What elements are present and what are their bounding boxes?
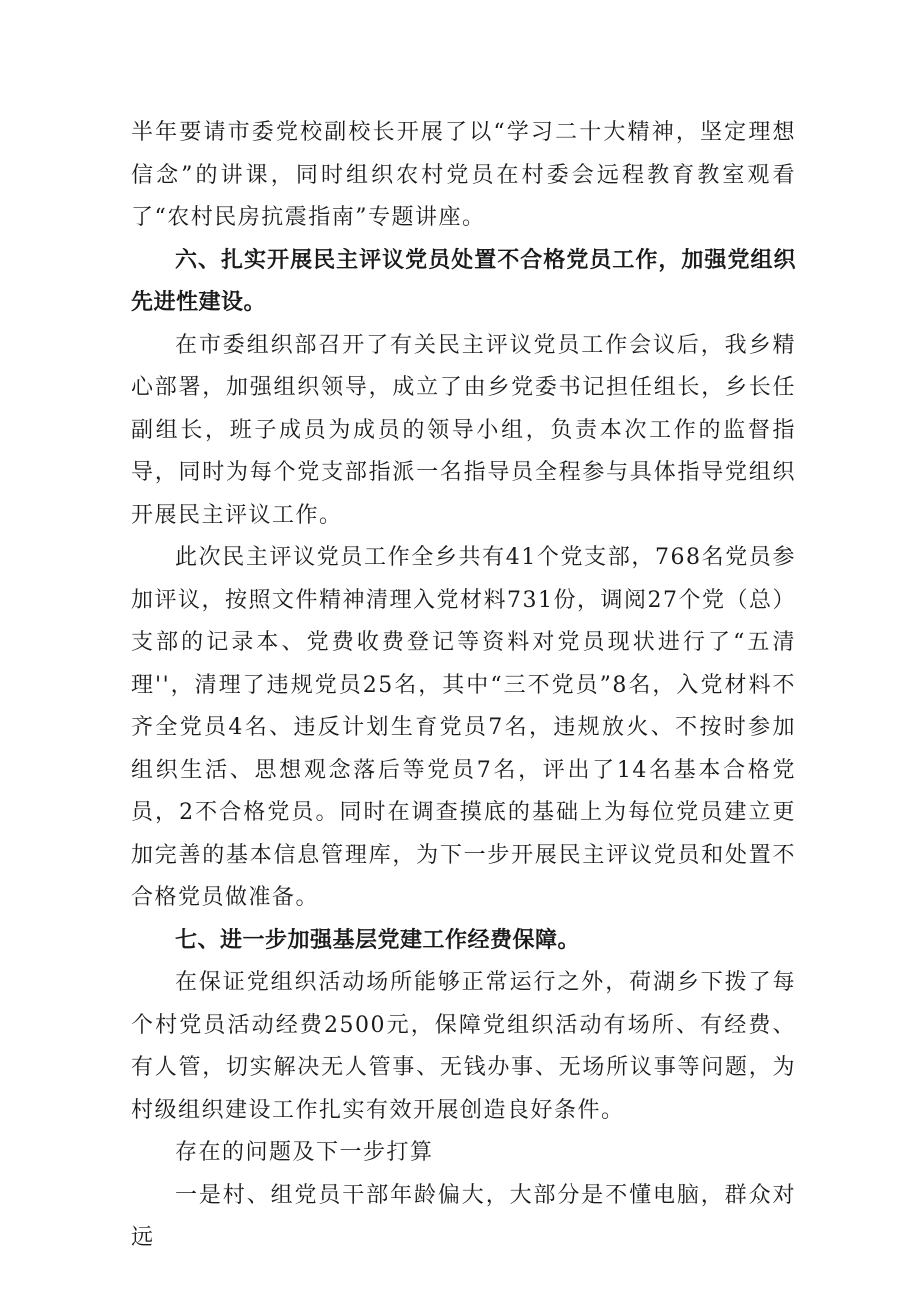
- paragraph-organization: 在市委组织部召开了有关民主评议党员工作会议后，我乡精心部署，加强组织领导，成立了由乡党委书记担任组长，乡长任副组长，班子成员为成员的领导小组，负责本次工作的监督指导，同时为每个党支部指派一名指导员全程参与具体指导党组织开展民主评议工作。: [131, 332, 796, 528]
- document-page: [131, 112, 796, 1260]
- paragraph-funding: 在保证党组织活动场所能够正常运行之外，荷湖乡下拨了每个村党员活动经费2500元，保障党组织活动有场所、有经费、有人管，切实解决无人管事、无钱办事、无场所议事等问题，为村级组织建设工作扎实有效开展创造良好条件。: [131, 970, 796, 1123]
- paragraph-problems-title: 存在的问题及下一步打算: [175, 1140, 434, 1165]
- paragraph-continued: 半年要请市委党校副校长开展了以“学习二十大精神，坚定理想信念”的讲课，同时组织农村党员在村委会远程教育教室观看了“农村民房抗震指南”专题讲座。: [131, 120, 796, 230]
- section-heading-seven: 七、进一步加强基层党建工作经费保障。: [175, 927, 581, 953]
- paragraph-evaluation-stats: 此次民主评议党员工作全乡共有41个党支部，768名党员参加评议，按照文件精神清理入党材料731份，调阅27个党（总）支部的记录本、党费收费登记等资料对党员现状进行了“五清理''，清理了违规党员25名，其中“三不党员”8名，入党材料不齐全党员4名、违反计划生育党员7名，违规放火、不按时参加组织生活、思想观念落后等党员7名，评出了14名基本合格党员，2不合格党员。同时在调查摸底的基础上为每位党员建立更加完善的基本信息管理库，为下一步开展民主评议党员和处置不合格党员做准备。: [131, 545, 796, 910]
- paragraph-problem-one: 一是村、组党员干部年龄偏大，大部分是不懂电脑，群众对远: [131, 1182, 796, 1250]
- section-heading-six: 六、扎实开展民主评议党员处置不合格党员工作，加强党组织先进性建设。: [131, 247, 796, 315]
